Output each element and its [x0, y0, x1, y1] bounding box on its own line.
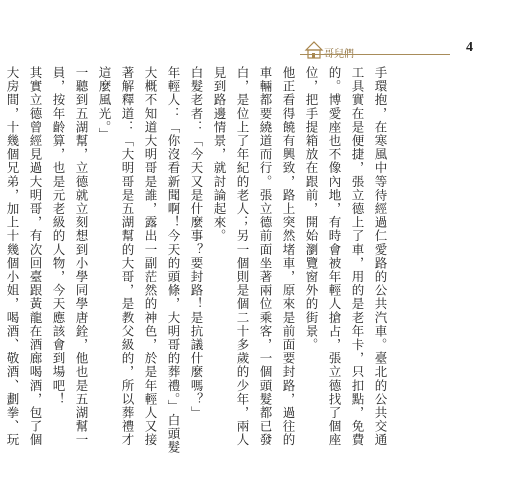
paragraph: 他正看得饒有興致，路上突然堵車，原來是前面要封路，過往的車輛都要繞道而行。張立德前面坐著兩位乘客，一個頭髮都已發白，是位上了年紀的老人；另一個則是個二十多歲的少年，兩人見到路邊情景，就討論起來。 [212, 66, 296, 447]
paragraph: 其實立德曾經見過大明哥，有次回臺跟黃龍在酒廊喝酒，包了個大房間，十幾個兄弟，加上十幾個小姐，喝酒、敬酒、劃拳、玩 [5, 66, 43, 447]
book-logo [302, 36, 354, 64]
house-logo-icon [302, 36, 354, 64]
paragraph: 白髮老者：「今天又是什麼事？要封路！是抗議什麼嗎？」 [189, 66, 204, 420]
page-header [300, 36, 490, 64]
vertical-text-body [5, 66, 392, 458]
paragraph: 一聽到五湖幫，立德就立刻想到小學同學唐銓，他也是五湖幫一員，按年齡算，也是元老級的人物，今天應該會到場吧！ [51, 66, 89, 447]
paragraph: 手環抱，在寒風中等待經過仁愛路的公共汽車。臺北的公共交通工具實在是便捷，張立德上了車，用的是老年卡，只扣點，免費的。博愛座也不像內地，有時會被年輕人搶占，張立德找了個座位，把手提箱放在跟前，開始瀏覽窗外的街景。 [304, 66, 388, 447]
logo-text: 哥兒們 [324, 49, 354, 60]
page-number: 4 [466, 40, 473, 55]
header-rule [300, 54, 450, 55]
paragraph: 年輕人：「你沒看新聞啊！今天的頭條，大明哥的葬禮。」白頭髮大概不知道大明哥是誰，露出一副茫然的神色，於是年輕人又接著解釋道：「大明哥是五湖幫的大哥，是教父級的，所以葬禮才這麼風光。」 [97, 66, 181, 455]
